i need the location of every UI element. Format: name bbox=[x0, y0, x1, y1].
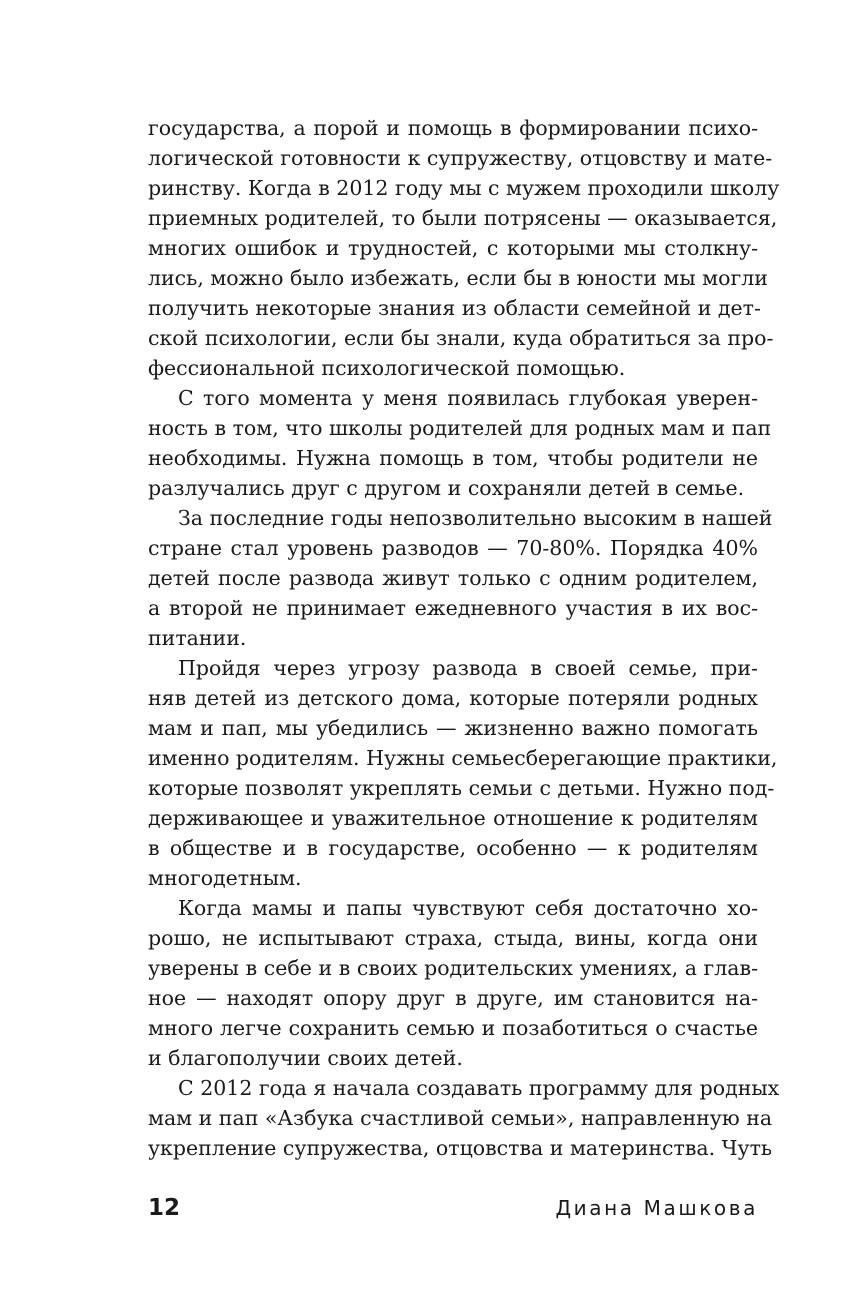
text-line: укрепление супружества, отцовства и материнства. Чуть bbox=[148, 1136, 773, 1160]
text-line: няв детей из детского дома, которые потеряли родных bbox=[148, 686, 758, 710]
text-line: мам и пап «Азбука счастливой семьи», направленную на bbox=[148, 1106, 773, 1130]
text-line: которые позволят укреплять семьи с детьми. Нужно под- bbox=[148, 776, 775, 800]
text-line: ное — находят опору друг в друге, им становится на- bbox=[148, 986, 758, 1010]
text-line: и благополучии своих детей. bbox=[148, 1046, 463, 1070]
author-name: Диана Машкова bbox=[555, 1196, 758, 1220]
text-line: С того момента у меня появилась глубокая уверен- bbox=[178, 386, 758, 410]
page-footer bbox=[148, 1191, 758, 1225]
text-line: ность в том, что школы родителей для родных мам и пап bbox=[148, 416, 772, 440]
text-line: а второй не принимает ежедневного участия в их вос- bbox=[148, 596, 758, 620]
text-line: За последние годы непозволительно высоким в нашей bbox=[178, 506, 773, 530]
text-line: рошо, не испытывают страха, стыда, вины, когда они bbox=[148, 926, 758, 950]
text-line: детей после развода живут только с одним родителем, bbox=[148, 566, 758, 590]
text-line: государства, а порой и помощь в формировании психо- bbox=[148, 116, 758, 140]
text-line: С 2012 года я начала создавать программу для родных bbox=[178, 1076, 780, 1100]
text-line: ской психологии, если бы знали, куда обратиться за про- bbox=[148, 326, 774, 350]
text-line: много легче сохранить семью и позаботиться о счастье bbox=[148, 1016, 758, 1040]
text-line: приемных родителей, то были потрясены — оказывается, bbox=[148, 206, 778, 230]
page-number: 12 bbox=[148, 1195, 181, 1221]
text-line: мам и пап, мы убедились — жизненно важно помогать bbox=[148, 716, 758, 740]
text-line: разлучались друг с другом и сохраняли детей в семье. bbox=[148, 476, 745, 500]
paragraph bbox=[148, 653, 778, 893]
text-line: Пройдя через угрозу развода в своей семье, при- bbox=[178, 656, 758, 680]
text-line: логической готовности к супружеству, отцовству и мате- bbox=[148, 146, 773, 170]
text-line: необходимы. Нужна помощь в том, чтобы родители не bbox=[148, 446, 758, 470]
text-line: питании. bbox=[148, 626, 247, 650]
text-line: держивающее и уважительное отношение к родителям bbox=[148, 806, 758, 830]
text-line: получить некоторые знания из области семейной и дет- bbox=[148, 296, 761, 320]
paragraph bbox=[148, 1073, 780, 1163]
text-line: фессиональной психологической помощью. bbox=[148, 356, 626, 380]
paragraph bbox=[148, 383, 772, 503]
text-line: в обществе и в государстве, особенно — к родителям bbox=[148, 836, 758, 860]
text-line: уверены в себе и в своих родительских умениях, а глав- bbox=[148, 956, 758, 980]
text-line: лись, можно было избежать, если бы в юности мы могли bbox=[148, 266, 768, 290]
body-text bbox=[148, 113, 780, 1163]
text-line: Когда мамы и папы чувствуют себя достаточно хо- bbox=[178, 896, 758, 920]
text-line: ринству. Когда в 2012 году мы с мужем проходили школу bbox=[148, 176, 780, 200]
paragraph bbox=[148, 503, 773, 653]
text-line: многодетным. bbox=[148, 866, 302, 890]
text-line: именно родителям. Нужны семьесберегающие практики, bbox=[148, 746, 778, 770]
text-line: многих ошибок и трудностей, с которыми мы столкну- bbox=[148, 236, 758, 260]
paragraph bbox=[148, 893, 758, 1073]
text-line: стране стал уровень разводов — 70-80%. Порядка 40% bbox=[148, 536, 758, 560]
paragraph bbox=[148, 113, 780, 383]
